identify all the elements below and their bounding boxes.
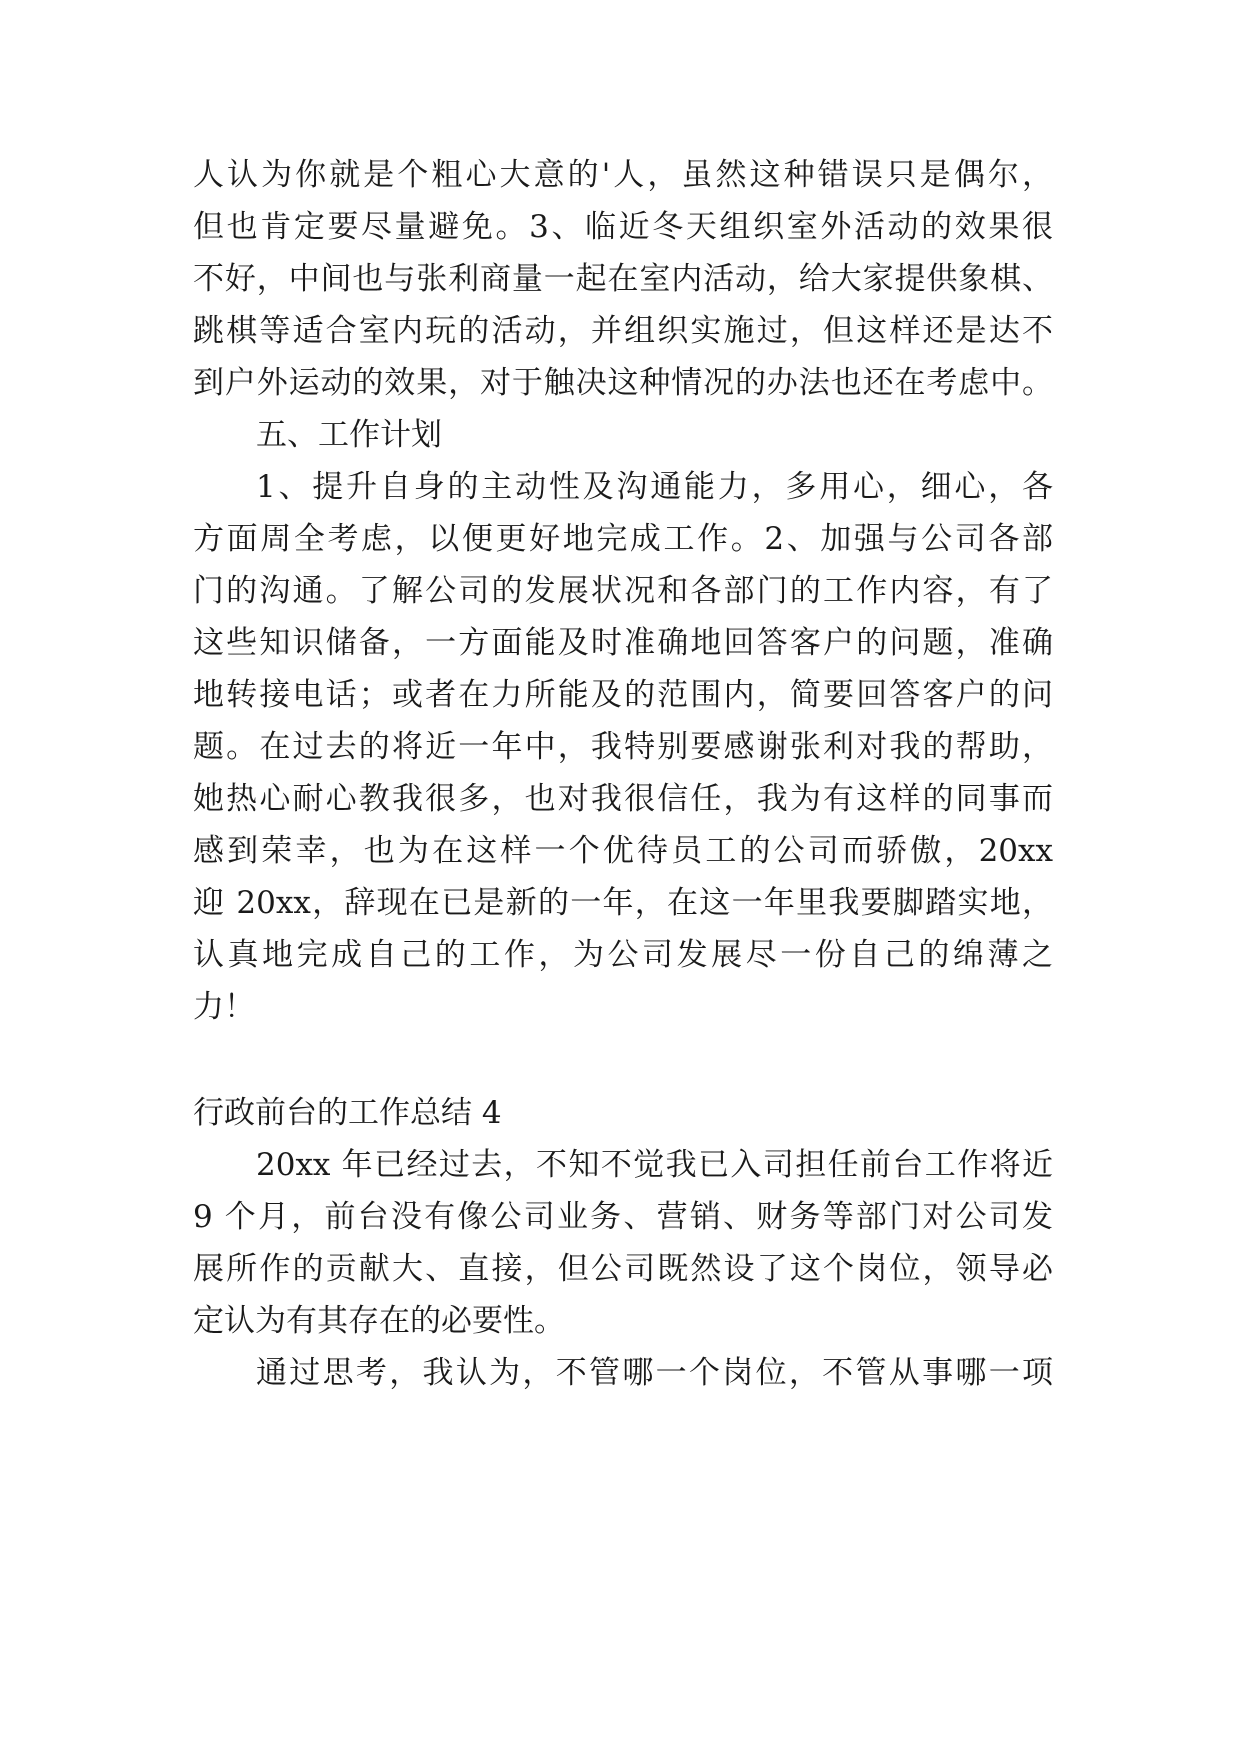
paragraph-line: 方面周全考虑，以便更好地完成工作。2、加强与公司各部 bbox=[193, 521, 1053, 557]
paragraph-line: 通过思考，我认为，不管哪一个岗位，不管从事哪一项 bbox=[256, 1355, 1053, 1391]
paragraph-line: 认真地完成自己的工作，为公司发展尽一份自己的绵薄之 bbox=[193, 937, 1053, 973]
paragraph-line: 到户外运动的效果，对于触决这种情况的办法也还在考虑中。 bbox=[193, 365, 1053, 401]
paragraph-line: 门的沟通。了解公司的发展状况和各部门的工作内容，有了 bbox=[193, 573, 1053, 609]
paragraph-line: 但也肯定要尽量避免。3、临近冬天组织室外活动的效果很 bbox=[193, 209, 1053, 245]
paragraph-line: 题。在过去的将近一年中，我特别要感谢张利对我的帮助， bbox=[193, 729, 1053, 765]
paragraph-line: 展所作的贡献大、直接，但公司既然设了这个岗位，领导必 bbox=[193, 1251, 1053, 1287]
paragraph-line: 感到荣幸，也为在这样一个优待员工的公司而骄傲，20xx bbox=[193, 833, 1053, 869]
section-heading: 五、工作计划 bbox=[256, 417, 442, 453]
paragraph-line: 1、提升自身的主动性及沟通能力，多用心，细心，各 bbox=[256, 469, 1053, 505]
paragraph-line: 力！ bbox=[193, 989, 255, 1025]
paragraph-line: 人认为你就是个粗心大意的'人，虽然这种错误只是偶尔， bbox=[193, 157, 1053, 193]
paragraph-line: 20xx 年已经过去，不知不觉我已入司担任前台工作将近 bbox=[256, 1147, 1053, 1183]
paragraph-line: 这些知识储备，一方面能及时准确地回答客户的问题，准确 bbox=[193, 625, 1053, 661]
paragraph-line: 不好，中间也与张利商量一起在室内活动，给大家提供象棋、 bbox=[193, 261, 1053, 297]
paragraph-line: 迎 20xx，辞现在已是新的一年，在这一年里我要脚踏实地， bbox=[193, 885, 1053, 921]
paragraph-line: 跳棋等适合室内玩的活动，并组织实施过，但这样还是达不 bbox=[193, 313, 1053, 349]
paragraph-line: 定认为有其存在的必要性。 bbox=[193, 1303, 565, 1339]
section-title: 行政前台的工作总结 4 bbox=[193, 1095, 502, 1131]
paragraph-line: 地转接电话；或者在力所能及的范围内，简要回答客户的问 bbox=[193, 677, 1053, 713]
paragraph-line: 9 个月，前台没有像公司业务、营销、财务等部门对公司发 bbox=[193, 1199, 1053, 1235]
paragraph-line: 她热心耐心教我很多，也对我很信任，我为有这样的同事而 bbox=[193, 781, 1053, 817]
